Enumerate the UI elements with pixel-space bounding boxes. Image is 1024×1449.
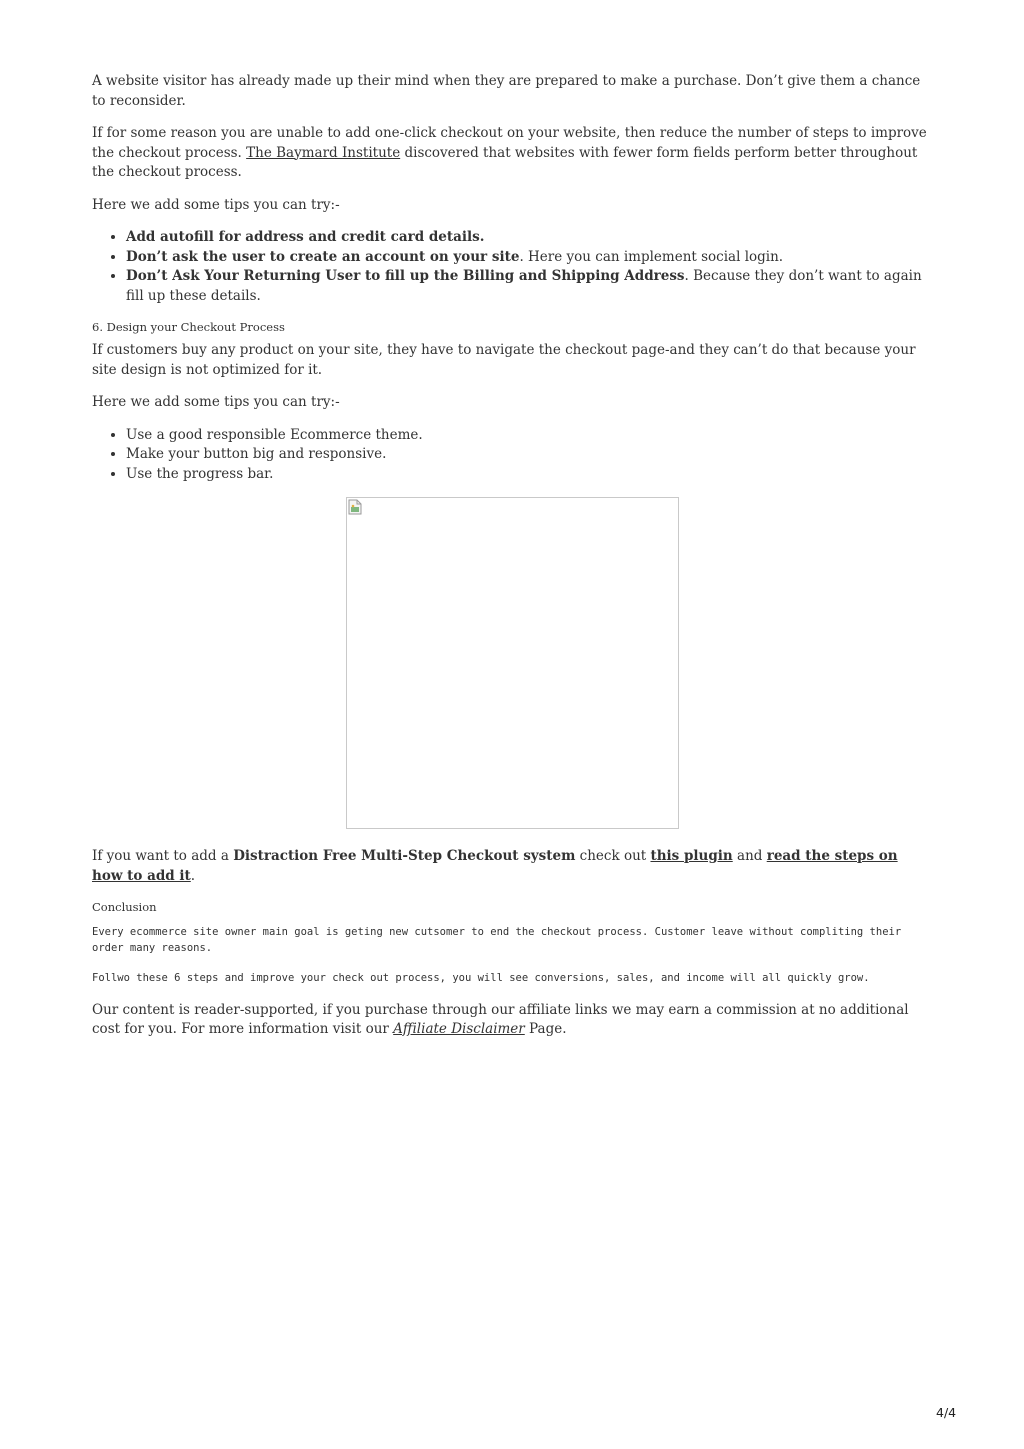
paragraph-navigate-checkout: If customers buy any product on your site, they have to navigate the checkout page-and they can’t do that because your site design is not optimized for it. bbox=[92, 342, 916, 378]
text: If for some reason you are unable to add one-click checkout on your website, then reduce the number of steps to improve the checkout process. bbox=[92, 125, 927, 161]
list-item: • Make your button big and responsive. bbox=[126, 445, 932, 465]
list-item bbox=[126, 267, 932, 306]
list-item bbox=[126, 248, 932, 268]
paragraph-plugin bbox=[92, 847, 932, 886]
tips-intro: Here we add some tips you can try:- bbox=[92, 196, 340, 213]
tips-list-design bbox=[92, 426, 932, 485]
this-plugin-link[interactable] bbox=[650, 848, 732, 864]
text: Our content is reader-supported, if you purchase through our affiliate links we may earn a commission at no additional cost for you. For more information visit our bbox=[92, 1001, 909, 1037]
text: . bbox=[190, 867, 196, 884]
list-item: • Use a good responsible Ecommerce theme. bbox=[126, 426, 932, 446]
link-text: read the steps on how to add it bbox=[92, 848, 898, 884]
list-item: • Use the progress bar. bbox=[126, 465, 932, 485]
tips-intro: Here we add some tips you can try:- bbox=[92, 394, 340, 410]
bold-text: Don’t Ask Your Returning User to fill up the Billing and Shipping Address bbox=[126, 268, 685, 284]
conclusion-text-1: Every ecommerce site owner main goal is geting new cutsomer to end the checkout process. Customer leave without compliting their order many reasons. bbox=[92, 926, 902, 954]
affiliate-disclaimer-link[interactable] bbox=[393, 1021, 525, 1037]
text: check out bbox=[575, 848, 651, 864]
tips-list-steps bbox=[92, 228, 932, 306]
link-text: this plugin bbox=[650, 848, 733, 864]
broken-image-icon bbox=[348, 499, 362, 515]
text: discovered that websites with fewer form fields perform better throughout the checkout process. bbox=[92, 144, 918, 180]
bold-text: Add autofill for address and credit card details. bbox=[126, 229, 485, 245]
broken-image-placeholder bbox=[346, 497, 679, 829]
conclusion-text-2: Follwo these 6 steps and improve your check out process, you will see conversions, sales, and income will all quickly grow. bbox=[92, 972, 870, 984]
link-text: Affiliate Disclaimer bbox=[393, 1021, 525, 1037]
article-content bbox=[92, 72, 932, 1040]
conclusion-heading: Conclusion bbox=[92, 900, 157, 914]
text: If you want to add a bbox=[92, 848, 234, 864]
text: . Because they don’t want to again fill up these details. bbox=[126, 268, 922, 304]
paragraph-reduce-steps bbox=[92, 124, 932, 183]
text: and bbox=[732, 848, 767, 864]
bold-text: Don’t ask the user to create an account on your site bbox=[126, 248, 520, 265]
baymard-institute-link[interactable]: The Baymard Institute bbox=[246, 144, 401, 161]
page-number: 4/4 bbox=[936, 1405, 957, 1420]
text: . Here you can implement social login. bbox=[519, 248, 784, 265]
bold-text: Distraction Free Multi-Step Checkout system bbox=[233, 848, 576, 864]
text: Page. bbox=[524, 1021, 567, 1037]
list-item bbox=[126, 228, 932, 248]
section-heading-design-checkout: 6. Design your Checkout Process bbox=[92, 320, 285, 334]
paragraph-visitor-decision: A website visitor has already made up their mind when they are prepared to make a purchase. Don’t give them a chance to reconsider. bbox=[92, 73, 921, 109]
paragraph-affiliate bbox=[92, 1001, 932, 1040]
